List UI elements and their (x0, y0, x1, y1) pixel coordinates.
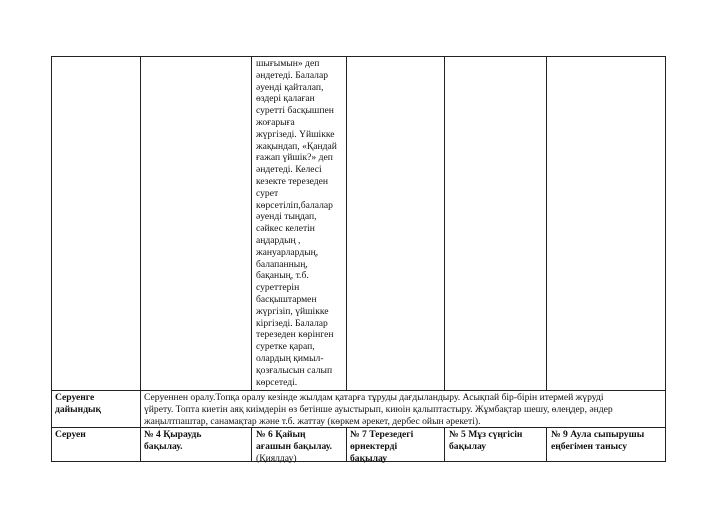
activity-line: кіргізеді. Балалар (256, 317, 328, 329)
table-border-top (51, 56, 665, 57)
activity-line: жоғарыға (256, 116, 295, 128)
prep-label-line: Серуенге (55, 392, 95, 403)
walk-cell (449, 429, 522, 453)
prep-text-line: жаңылтпаштар, санамақтар және т.б. жаттау (көркем әрекет, дербес ойын әрекеті). (144, 415, 481, 427)
activity-line: жануарлардың, (256, 246, 319, 258)
activity-line: әуенді тыңдап, (256, 211, 317, 223)
activity-line: жүргізіп, үйшікке (256, 305, 329, 317)
activity-line: суретке қарап, (256, 341, 315, 353)
activity-line: өздері қалаған (256, 93, 315, 105)
walk-cell-line: ағашын бақылау. (256, 440, 333, 452)
walk-cell (256, 429, 332, 464)
prep-row-text (144, 392, 613, 427)
table-column-divider (546, 427, 547, 462)
walk-row-label: Серуен (55, 429, 86, 440)
activity-line: шығымын» деп (256, 58, 320, 69)
table-column-divider (546, 56, 547, 391)
activity-line: аңдардың , (256, 234, 301, 246)
activity-line: көрсетеді. (256, 376, 298, 388)
table-column-divider (251, 427, 252, 462)
activity-line: сурет (256, 187, 279, 199)
activity-line: терезеден көрінген (256, 329, 334, 341)
walk-cell-line: өрнектерді (350, 440, 398, 452)
walk-cell (144, 429, 201, 453)
activity-line: суреттерін (256, 282, 300, 294)
table-column-divider (346, 427, 347, 462)
activity-line: бақаның, т.б. (256, 270, 309, 282)
walk-cell (350, 429, 413, 464)
table-column-divider (140, 56, 141, 462)
activity-line: жүргізеді. Үйшікке (256, 128, 335, 140)
walk-cell-line: бақылау. (144, 440, 183, 452)
walk-cell-line: бақылау (449, 440, 487, 452)
table-row-divider (51, 390, 665, 391)
walk-cell (551, 429, 644, 453)
prep-text-line: үйрету. Топта киетін аяқ киімдерін өз бетінше ауыстырып, киюін қалыптастыру. Жұмбақтар шешу, өлеңдер, әндер (144, 403, 613, 415)
activity-line: көрсетіліп,балалар (256, 199, 333, 211)
table-column-divider (346, 56, 347, 391)
walk-cell-line: № 9 Аула сыпырушы (551, 429, 645, 440)
activity-line: сәйкес келетін (256, 223, 315, 235)
walk-cell-line: № 6 Қайың (256, 429, 306, 440)
activity-line: әндетеді. Келесі (256, 164, 322, 176)
activity-line: әндетеді. Балалар (256, 69, 329, 81)
table-column-divider (251, 56, 252, 391)
walk-cell-line: бақылау (350, 452, 388, 464)
walk-cell-line: № 4 Қыраудь (144, 429, 202, 440)
activity-line: ғажап үйшік?» деп (256, 152, 333, 164)
activity-line: кезекте терезеден (256, 175, 329, 187)
prep-text-line: Серуеннен оралу.Топқа оралу кезінде жылдам қатарға тұруды дағдыландыру. Асықпай бір-бірін итермей жүруді (144, 392, 604, 403)
activity-line: олардың қимыл- (256, 352, 324, 364)
table-column-divider (444, 56, 445, 391)
activity-line: қозғалысын салып (256, 364, 333, 376)
activity-line: басқыштармен (256, 293, 317, 305)
walk-cell-line: (Қиялдау) (256, 452, 297, 464)
activity-line: суретті басқышпен (256, 105, 334, 117)
prep-label-line: дайындық (55, 403, 102, 415)
activity-line: балапанның, (256, 258, 308, 270)
table-border-right (665, 56, 666, 462)
walk-cell-line: № 7 Терезедегі (350, 429, 414, 440)
activity-line: әуенді қайталап, (256, 81, 324, 93)
walk-cell-line: еңбегімен танысу (551, 440, 628, 452)
table-border-left (51, 56, 52, 462)
activity-line: жақындап, «Қандай (256, 140, 337, 152)
table-column-divider (444, 427, 445, 462)
activity-description (256, 58, 337, 388)
prep-row-label (55, 392, 101, 416)
walk-cell-line: № 5 Мұз сүңгісін (449, 429, 523, 440)
